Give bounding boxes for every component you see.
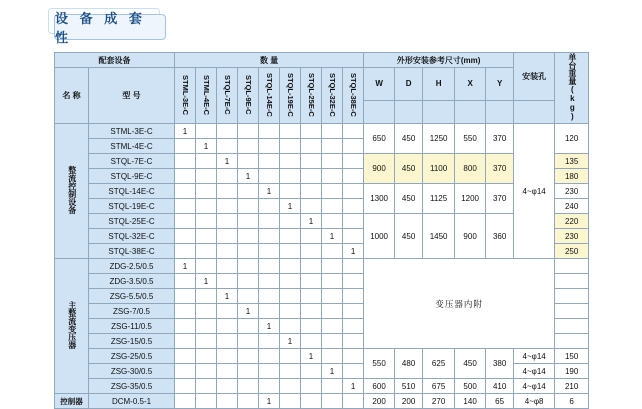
qty-cell xyxy=(175,364,196,379)
qty-cell xyxy=(322,214,343,229)
header-quantity: 数 量 xyxy=(175,53,364,68)
model-cell: ZSG-15/0.5 xyxy=(89,334,175,349)
mount-holes-cell: 4~φ14 xyxy=(514,379,555,394)
qty-cell xyxy=(322,124,343,139)
weight-cell xyxy=(555,304,589,319)
model-cell: ZDG-3.5/0.5 xyxy=(89,274,175,289)
qty-cell xyxy=(175,244,196,259)
qty-cell: 1 xyxy=(217,154,238,169)
qty-cell xyxy=(280,169,301,184)
qty-cell xyxy=(322,334,343,349)
qty-cell xyxy=(322,319,343,334)
table-header-row-2 xyxy=(55,68,589,101)
qty-cell xyxy=(217,319,238,334)
qty-cell xyxy=(322,259,343,274)
qty-cell xyxy=(259,169,280,184)
qty-cell xyxy=(301,319,322,334)
qty-cell xyxy=(196,304,217,319)
qty-cell xyxy=(175,199,196,214)
dim-D: 450 xyxy=(395,124,423,154)
qty-cell xyxy=(196,379,217,394)
dim-H: 1450 xyxy=(423,214,455,259)
dim-H: 270 xyxy=(423,394,455,409)
qty-cell xyxy=(196,319,217,334)
qty-cell xyxy=(217,259,238,274)
qty-cell xyxy=(217,244,238,259)
weight-cell xyxy=(555,334,589,349)
model-cell: STML-4E-C xyxy=(89,139,175,154)
qty-cell xyxy=(175,229,196,244)
qty-cell xyxy=(280,289,301,304)
model-cell: STQL-7E-C xyxy=(89,154,175,169)
table-header-row-1 xyxy=(55,53,589,68)
model-cell: STQL-38E-C xyxy=(89,244,175,259)
qty-cell xyxy=(322,379,343,394)
weight-cell: 250 xyxy=(555,244,589,259)
qty-cell xyxy=(196,259,217,274)
qty-cell: 1 xyxy=(301,214,322,229)
qty-cell: 1 xyxy=(238,169,259,184)
qty-cell xyxy=(196,229,217,244)
qty-cell xyxy=(259,259,280,274)
weight-cell xyxy=(555,259,589,274)
qty-cell xyxy=(238,154,259,169)
table-row xyxy=(55,394,589,409)
qty-cell xyxy=(301,289,322,304)
qty-cell xyxy=(259,349,280,364)
qty-cell xyxy=(280,184,301,199)
qty-col-3: STQL-9E-C xyxy=(238,68,259,124)
table-row xyxy=(55,259,589,274)
dim-Y: 370 xyxy=(486,184,514,214)
qty-cell xyxy=(322,199,343,214)
table-row xyxy=(55,214,589,229)
qty-cell xyxy=(238,229,259,244)
dim-H: 1250 xyxy=(423,124,455,154)
weight-cell: 210 xyxy=(555,379,589,394)
dim-X: 550 xyxy=(455,124,486,154)
header-D: D xyxy=(395,68,423,101)
qty-cell xyxy=(238,199,259,214)
header-W: W xyxy=(364,68,395,101)
qty-cell xyxy=(196,154,217,169)
header-Y: Y xyxy=(486,68,514,101)
header-mount-holes-spacer xyxy=(514,100,555,123)
header-Y-spacer xyxy=(486,100,514,123)
model-cell: ZSG-11/0.5 xyxy=(89,319,175,334)
qty-cell xyxy=(280,139,301,154)
header-mount-holes: 安装孔 xyxy=(514,53,555,101)
dim-W: 1000 xyxy=(364,214,395,259)
dim-X: 800 xyxy=(455,154,486,184)
qty-cell xyxy=(196,289,217,304)
qty-cell xyxy=(280,349,301,364)
qty-cell xyxy=(175,349,196,364)
weight-cell: 240 xyxy=(555,199,589,214)
qty-cell xyxy=(343,289,364,304)
qty-cell xyxy=(343,229,364,244)
dim-X: 450 xyxy=(455,349,486,379)
dim-W: 1300 xyxy=(364,184,395,214)
qty-cell xyxy=(259,334,280,349)
qty-cell xyxy=(217,199,238,214)
header-name: 名 称 xyxy=(55,68,89,124)
qty-cell xyxy=(196,124,217,139)
qty-cell xyxy=(217,274,238,289)
qty-cell xyxy=(196,364,217,379)
qty-cell xyxy=(343,199,364,214)
qty-cell xyxy=(217,349,238,364)
qty-cell: 1 xyxy=(343,244,364,259)
weight-cell: 190 xyxy=(555,364,589,379)
qty-cell xyxy=(217,379,238,394)
model-cell: ZSG-7/0.5 xyxy=(89,304,175,319)
qty-cell xyxy=(175,379,196,394)
qty-cell xyxy=(238,334,259,349)
table-row xyxy=(55,184,589,199)
qty-col-2: STQL-7E-C xyxy=(217,68,238,124)
qty-cell xyxy=(343,319,364,334)
table-row xyxy=(55,124,589,139)
qty-cell xyxy=(301,199,322,214)
qty-cell xyxy=(343,364,364,379)
qty-cell xyxy=(175,289,196,304)
qty-cell xyxy=(343,139,364,154)
qty-cell xyxy=(280,259,301,274)
qty-cell xyxy=(259,199,280,214)
qty-cell xyxy=(217,229,238,244)
dim-D: 480 xyxy=(395,349,423,379)
dim-H: 1125 xyxy=(423,184,455,214)
weight-cell: 220 xyxy=(555,214,589,229)
qty-cell xyxy=(217,169,238,184)
qty-cell xyxy=(238,214,259,229)
qty-cell xyxy=(343,214,364,229)
qty-cell xyxy=(301,154,322,169)
qty-cell xyxy=(196,169,217,184)
weight-cell: 120 xyxy=(555,124,589,154)
transformer-inner-note: 变压器内附 xyxy=(364,259,555,349)
qty-cell xyxy=(301,184,322,199)
qty-cell xyxy=(301,304,322,319)
model-cell: ZSG-25/0.5 xyxy=(89,349,175,364)
section-title-box xyxy=(54,11,166,45)
qty-cell xyxy=(217,184,238,199)
dim-Y: 370 xyxy=(486,154,514,184)
qty-cell xyxy=(322,394,343,409)
qty-cell xyxy=(175,394,196,409)
qty-cell xyxy=(280,244,301,259)
dim-W: 550 xyxy=(364,349,395,379)
qty-cell xyxy=(343,349,364,364)
qty-cell xyxy=(217,214,238,229)
header-W-spacer xyxy=(364,100,395,123)
model-cell: STML-3E-C xyxy=(89,124,175,139)
qty-cell xyxy=(259,214,280,229)
qty-cell xyxy=(217,394,238,409)
model-cell: ZSG-30/0.5 xyxy=(89,364,175,379)
dim-Y: 380 xyxy=(486,349,514,379)
qty-cell xyxy=(280,394,301,409)
qty-cell: 1 xyxy=(259,394,280,409)
qty-cell xyxy=(259,229,280,244)
group-name-controller: 控制器 xyxy=(55,394,89,409)
qty-cell xyxy=(175,154,196,169)
qty-cell xyxy=(238,274,259,289)
dim-H: 675 xyxy=(423,379,455,394)
qty-cell xyxy=(343,274,364,289)
dim-D: 450 xyxy=(395,184,423,214)
qty-cell xyxy=(343,394,364,409)
header-H: H xyxy=(423,68,455,101)
qty-cell xyxy=(196,244,217,259)
qty-cell xyxy=(280,229,301,244)
dim-W: 200 xyxy=(364,394,395,409)
qty-cell xyxy=(301,229,322,244)
dim-D: 510 xyxy=(395,379,423,394)
weight-cell xyxy=(555,274,589,289)
qty-cell: 1 xyxy=(196,274,217,289)
qty-cell xyxy=(175,319,196,334)
page-title: 设 备 成 套 性 xyxy=(55,11,146,45)
qty-cell xyxy=(238,124,259,139)
qty-cell: 1 xyxy=(196,139,217,154)
qty-cell xyxy=(217,334,238,349)
spec-table-wrapper xyxy=(54,52,588,409)
dim-D: 200 xyxy=(395,394,423,409)
model-cell: DCM-0.5-1 xyxy=(89,394,175,409)
weight-cell: 180 xyxy=(555,169,589,184)
group-name-transformer: 主整流变压器 xyxy=(55,259,89,394)
qty-cell: 1 xyxy=(322,229,343,244)
qty-cell xyxy=(301,259,322,274)
qty-cell xyxy=(343,259,364,274)
qty-cell xyxy=(259,274,280,289)
header-equipment: 配套设备 xyxy=(55,53,175,68)
qty-cell xyxy=(196,394,217,409)
qty-col-4: STQL-14E-C xyxy=(259,68,280,124)
qty-col-7: STQL-32E-C xyxy=(322,68,343,124)
model-cell: ZSG-5.5/0.5 xyxy=(89,289,175,304)
qty-col-0: STML-3E-C xyxy=(175,68,196,124)
qty-cell xyxy=(343,184,364,199)
qty-cell xyxy=(301,379,322,394)
qty-cell xyxy=(280,274,301,289)
qty-cell: 1 xyxy=(343,379,364,394)
qty-cell xyxy=(322,244,343,259)
qty-col-1: STML-4E-C xyxy=(196,68,217,124)
qty-cell xyxy=(259,139,280,154)
dim-Y: 370 xyxy=(486,124,514,154)
header-dimensions: 外形安装参考尺寸(mm) xyxy=(364,53,514,68)
qty-cell xyxy=(217,364,238,379)
qty-cell: 1 xyxy=(280,334,301,349)
header-X-spacer xyxy=(455,100,486,123)
group-name-rectifier: 整流控制设备 xyxy=(55,124,89,259)
table-row xyxy=(55,379,589,394)
qty-cell xyxy=(259,304,280,319)
qty-cell xyxy=(196,334,217,349)
qty-cell xyxy=(343,304,364,319)
qty-cell xyxy=(280,364,301,379)
qty-cell xyxy=(301,334,322,349)
qty-cell xyxy=(217,124,238,139)
qty-cell xyxy=(238,394,259,409)
mount-holes-cell: 4~φ14 xyxy=(514,349,555,364)
qty-cell xyxy=(322,154,343,169)
qty-cell xyxy=(175,304,196,319)
dim-W: 600 xyxy=(364,379,395,394)
header-unit-weight: 单台重量(kg) xyxy=(555,53,589,124)
qty-cell xyxy=(217,304,238,319)
dim-X: 140 xyxy=(455,394,486,409)
dim-W: 650 xyxy=(364,124,395,154)
header-D-spacer xyxy=(395,100,423,123)
qty-cell xyxy=(280,214,301,229)
qty-cell xyxy=(322,304,343,319)
dim-Y: 360 xyxy=(486,214,514,259)
qty-cell xyxy=(280,379,301,394)
qty-cell xyxy=(238,259,259,274)
qty-cell xyxy=(343,169,364,184)
weight-cell xyxy=(555,319,589,334)
qty-cell xyxy=(322,184,343,199)
dim-D: 450 xyxy=(395,154,423,184)
dim-H: 1100 xyxy=(423,154,455,184)
qty-cell xyxy=(280,124,301,139)
qty-cell xyxy=(322,289,343,304)
dim-Y: 65 xyxy=(486,394,514,409)
weight-cell: 230 xyxy=(555,184,589,199)
model-cell: ZDG-2.5/0.5 xyxy=(89,259,175,274)
qty-cell xyxy=(175,139,196,154)
qty-cell xyxy=(196,214,217,229)
qty-cell xyxy=(301,169,322,184)
qty-col-6: STQL-25E-C xyxy=(301,68,322,124)
model-cell: ZSG-35/0.5 xyxy=(89,379,175,394)
weight-cell: 150 xyxy=(555,349,589,364)
qty-cell xyxy=(238,319,259,334)
qty-cell xyxy=(238,139,259,154)
qty-cell xyxy=(259,364,280,379)
qty-cell: 1 xyxy=(301,349,322,364)
header-model: 型 号 xyxy=(89,68,175,124)
qty-cell xyxy=(280,319,301,334)
qty-cell xyxy=(343,154,364,169)
qty-cell xyxy=(322,169,343,184)
qty-cell xyxy=(259,154,280,169)
qty-cell xyxy=(280,154,301,169)
mount-holes-cell: 4~φ8 xyxy=(514,394,555,409)
dim-Y: 410 xyxy=(486,379,514,394)
header-H-spacer xyxy=(423,100,455,123)
qty-cell xyxy=(238,184,259,199)
weight-cell: 135 xyxy=(555,154,589,169)
qty-col-5: STQL-19E-C xyxy=(280,68,301,124)
qty-cell xyxy=(196,199,217,214)
weight-cell: 230 xyxy=(555,229,589,244)
qty-cell: 1 xyxy=(175,124,196,139)
qty-cell xyxy=(301,124,322,139)
weight-cell xyxy=(555,289,589,304)
qty-cell: 1 xyxy=(259,319,280,334)
qty-cell: 1 xyxy=(238,304,259,319)
qty-cell xyxy=(259,244,280,259)
qty-cell xyxy=(175,274,196,289)
qty-cell: 1 xyxy=(259,184,280,199)
qty-col-8: STQL-38E-C xyxy=(343,68,364,124)
qty-cell xyxy=(175,334,196,349)
qty-cell xyxy=(175,184,196,199)
header-X: X xyxy=(455,68,486,101)
qty-cell xyxy=(301,274,322,289)
qty-cell xyxy=(301,394,322,409)
qty-cell xyxy=(322,274,343,289)
qty-cell xyxy=(343,334,364,349)
qty-cell: 1 xyxy=(322,364,343,379)
mount-holes-cell: 4~φ14 xyxy=(514,364,555,379)
qty-cell xyxy=(259,379,280,394)
qty-cell xyxy=(238,349,259,364)
qty-cell xyxy=(343,124,364,139)
qty-cell xyxy=(301,364,322,379)
qty-cell xyxy=(301,139,322,154)
model-cell: STQL-19E-C xyxy=(89,199,175,214)
model-cell: STQL-25E-C xyxy=(89,214,175,229)
qty-cell xyxy=(259,289,280,304)
dim-X: 1200 xyxy=(455,184,486,214)
model-cell: STQL-14E-C xyxy=(89,184,175,199)
dim-X: 500 xyxy=(455,379,486,394)
dim-D: 450 xyxy=(395,214,423,259)
qty-cell xyxy=(301,244,322,259)
table-row xyxy=(55,349,589,364)
qty-cell xyxy=(322,349,343,364)
qty-cell xyxy=(238,364,259,379)
table-row xyxy=(55,154,589,169)
qty-cell xyxy=(238,244,259,259)
qty-cell xyxy=(238,379,259,394)
dim-W: 900 xyxy=(364,154,395,184)
dim-H: 625 xyxy=(423,349,455,379)
qty-cell xyxy=(259,124,280,139)
equipment-spec-table xyxy=(54,52,589,409)
qty-cell xyxy=(217,139,238,154)
qty-cell xyxy=(238,289,259,304)
qty-cell xyxy=(196,349,217,364)
qty-cell xyxy=(280,304,301,319)
qty-cell: 1 xyxy=(217,289,238,304)
mount-holes-cell: 4~φ14 xyxy=(514,124,555,259)
dim-X: 900 xyxy=(455,214,486,259)
qty-cell xyxy=(175,169,196,184)
qty-cell xyxy=(175,214,196,229)
qty-cell xyxy=(322,139,343,154)
qty-cell xyxy=(196,184,217,199)
model-cell: STQL-9E-C xyxy=(89,169,175,184)
qty-cell: 1 xyxy=(175,259,196,274)
weight-cell: 6 xyxy=(555,394,589,409)
qty-cell: 1 xyxy=(280,199,301,214)
model-cell: STQL-32E-C xyxy=(89,229,175,244)
